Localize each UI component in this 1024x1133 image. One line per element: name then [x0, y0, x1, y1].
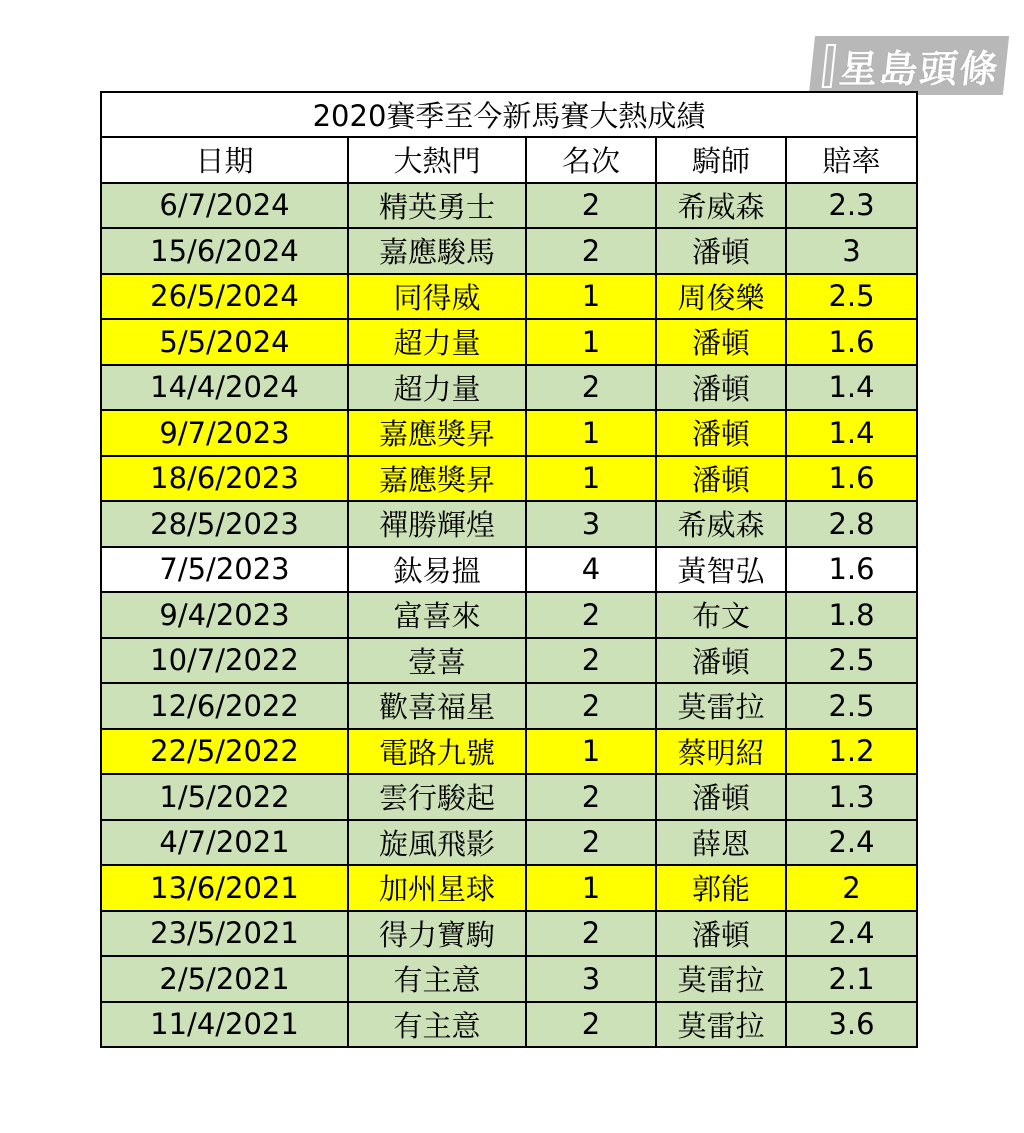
cell-date: 14/4/2024	[101, 365, 348, 411]
cell-jockey: 郭能	[656, 865, 786, 911]
cell-horse: 嘉應獎昇	[348, 410, 526, 456]
cell-date: 1/5/2022	[101, 774, 348, 820]
cell-odds: 1.6	[786, 456, 917, 502]
cell-place: 3	[526, 956, 656, 1002]
table-row	[101, 228, 917, 274]
cell-horse: 得力寶駒	[348, 911, 526, 957]
cell-jockey: 潘頓	[656, 365, 786, 411]
table-title: 2020賽季至今新馬賽大熱成績	[101, 92, 917, 137]
cell-place: 2	[526, 183, 656, 229]
table-row	[101, 547, 917, 593]
table-row	[101, 774, 917, 820]
cell-date: 4/7/2021	[101, 820, 348, 866]
cell-date: 11/4/2021	[101, 1002, 348, 1048]
header-date: 日期	[101, 137, 348, 183]
cell-date: 9/4/2023	[101, 592, 348, 638]
cell-odds: 2.8	[786, 501, 917, 547]
cell-odds: 1.3	[786, 774, 917, 820]
cell-place: 1	[526, 729, 656, 775]
table-row	[101, 729, 917, 775]
cell-jockey: 潘頓	[656, 410, 786, 456]
cell-odds: 2.1	[786, 956, 917, 1002]
cell-horse: 雲行駿起	[348, 774, 526, 820]
table-row	[101, 501, 917, 547]
cell-odds: 3	[786, 228, 917, 274]
cell-jockey: 莫雷拉	[656, 683, 786, 729]
cell-odds: 1.6	[786, 547, 917, 593]
cell-date: 18/6/2023	[101, 456, 348, 502]
cell-date: 13/6/2021	[101, 865, 348, 911]
cell-jockey: 潘頓	[656, 456, 786, 502]
cell-odds: 2.4	[786, 911, 917, 957]
cell-place: 1	[526, 274, 656, 320]
cell-odds: 1.6	[786, 319, 917, 365]
cell-horse: 同得威	[348, 274, 526, 320]
cell-date: 9/7/2023	[101, 410, 348, 456]
cell-jockey: 潘頓	[656, 638, 786, 684]
cell-date: 2/5/2021	[101, 956, 348, 1002]
cell-date: 28/5/2023	[101, 501, 348, 547]
cell-place: 1	[526, 865, 656, 911]
table-row	[101, 274, 917, 320]
cell-place: 2	[526, 820, 656, 866]
cell-date: 15/6/2024	[101, 228, 348, 274]
cell-place: 2	[526, 911, 656, 957]
header-row	[101, 137, 917, 183]
table-row	[101, 183, 917, 229]
cell-jockey: 希威森	[656, 183, 786, 229]
cell-jockey: 黃智弘	[656, 547, 786, 593]
cell-jockey: 希威森	[656, 501, 786, 547]
cell-jockey: 布文	[656, 592, 786, 638]
cell-jockey: 莫雷拉	[656, 1002, 786, 1048]
cell-date: 26/5/2024	[101, 274, 348, 320]
header-place: 名次	[526, 137, 656, 183]
cell-odds: 2	[786, 865, 917, 911]
cell-odds: 1.2	[786, 729, 917, 775]
table-row	[101, 456, 917, 502]
cell-date: 5/5/2024	[101, 319, 348, 365]
cell-place: 2	[526, 228, 656, 274]
results-table	[100, 91, 918, 1048]
cell-date: 7/5/2023	[101, 547, 348, 593]
cell-horse: 超力量	[348, 319, 526, 365]
cell-horse: 有主意	[348, 956, 526, 1002]
cell-jockey: 潘頓	[656, 911, 786, 957]
header-jockey: 騎師	[656, 137, 786, 183]
cell-place: 3	[526, 501, 656, 547]
cell-place: 2	[526, 365, 656, 411]
cell-date: 10/7/2022	[101, 638, 348, 684]
cell-odds: 1.4	[786, 410, 917, 456]
cell-place: 2	[526, 1002, 656, 1048]
cell-place: 1	[526, 319, 656, 365]
cell-odds: 2.4	[786, 820, 917, 866]
table-row	[101, 592, 917, 638]
cell-horse: 加州星球	[348, 865, 526, 911]
table-row	[101, 956, 917, 1002]
cell-horse: 有主意	[348, 1002, 526, 1048]
cell-horse: 電路九號	[348, 729, 526, 775]
cell-horse: 鈦易搵	[348, 547, 526, 593]
table-row	[101, 865, 917, 911]
cell-jockey: 潘頓	[656, 319, 786, 365]
header-horse: 大熱門	[348, 137, 526, 183]
cell-horse: 富喜來	[348, 592, 526, 638]
brand-logo	[809, 36, 1009, 95]
cell-jockey: 潘頓	[656, 774, 786, 820]
cell-horse: 壹喜	[348, 638, 526, 684]
logo-bar	[822, 44, 837, 88]
table-row	[101, 911, 917, 957]
cell-date: 23/5/2021	[101, 911, 348, 957]
cell-horse: 旋風飛影	[348, 820, 526, 866]
cell-odds: 3.6	[786, 1002, 917, 1048]
table-row	[101, 410, 917, 456]
table-row	[101, 638, 917, 684]
cell-jockey: 薛恩	[656, 820, 786, 866]
cell-odds: 2.3	[786, 183, 917, 229]
cell-date: 22/5/2022	[101, 729, 348, 775]
table-row	[101, 365, 917, 411]
cell-jockey: 蔡明紹	[656, 729, 786, 775]
cell-jockey: 周俊樂	[656, 274, 786, 320]
cell-place: 2	[526, 638, 656, 684]
cell-place: 2	[526, 683, 656, 729]
cell-odds: 2.5	[786, 683, 917, 729]
table-row	[101, 319, 917, 365]
cell-horse: 嘉應駿馬	[348, 228, 526, 274]
cell-jockey: 潘頓	[656, 228, 786, 274]
cell-place: 1	[526, 456, 656, 502]
cell-horse: 超力量	[348, 365, 526, 411]
cell-place: 2	[526, 774, 656, 820]
cell-odds: 2.5	[786, 274, 917, 320]
cell-place: 2	[526, 592, 656, 638]
table-row	[101, 1002, 917, 1048]
table-row	[101, 683, 917, 729]
cell-place: 4	[526, 547, 656, 593]
cell-horse: 歡喜福星	[348, 683, 526, 729]
header-odds: 賠率	[786, 137, 917, 183]
cell-horse: 禪勝輝煌	[348, 501, 526, 547]
cell-date: 6/7/2024	[101, 183, 348, 229]
cell-odds: 1.8	[786, 592, 917, 638]
cell-date: 12/6/2022	[101, 683, 348, 729]
cell-odds: 1.4	[786, 365, 917, 411]
table-row	[101, 820, 917, 866]
cell-horse: 精英勇士	[348, 183, 526, 229]
cell-horse: 嘉應獎昇	[348, 456, 526, 502]
cell-jockey: 莫雷拉	[656, 956, 786, 1002]
cell-place: 1	[526, 410, 656, 456]
logo-text: 星島頭條	[837, 47, 1002, 91]
cell-odds: 2.5	[786, 638, 917, 684]
